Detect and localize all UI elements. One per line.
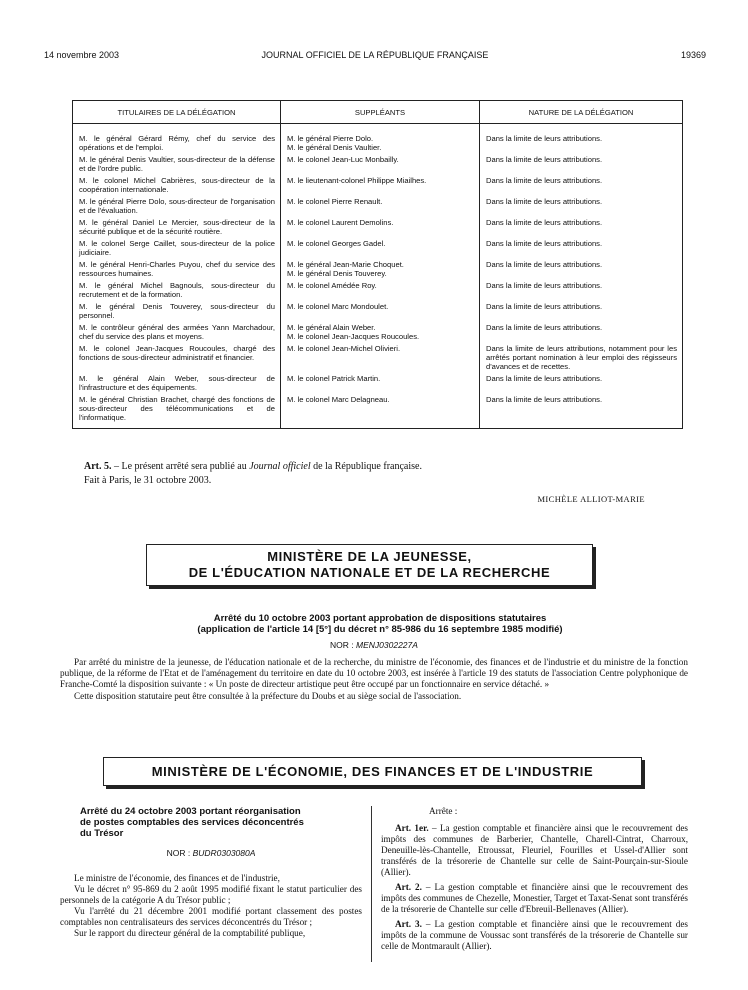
titulaire-cell: M. le colonel Serge Caillet, sous-directeur de la police judiciaire. <box>73 238 281 259</box>
suppleants-cell <box>281 394 480 429</box>
suppleant-name: M. le colonel Jean-Jacques Roucoules. <box>287 332 420 341</box>
visa-paragraph: Vu l'arrêté du 21 décembre 2001 modifié portant classement des postes comptables non centralisateurs des services déconcentrés du Trésor ; <box>60 906 362 927</box>
arrete-1-nor <box>0 640 748 650</box>
article-text: – La gestion comptable et financière ainsi que le recouvrement des impôts de la commune de Voussac sont transférés de la trésorerie de Chantelle sur celle de Montmarault (Allier). <box>381 919 688 951</box>
suppleants-cell <box>281 259 480 280</box>
nature-cell: Dans la limite de leurs attributions. <box>480 124 683 155</box>
titulaire-cell: M. le général Henri-Charles Puyou, chef du service des ressources humaines. <box>73 259 281 280</box>
titulaire-cell: M. le contrôleur général des armées Yann Marchadour, chef du service des plans et moyens. <box>73 322 281 343</box>
suppleant-name: M. le colonel Marc Mondoulet. <box>287 302 389 311</box>
table-row <box>73 373 683 394</box>
page-header <box>44 50 706 64</box>
suppleants-cell <box>281 373 480 394</box>
column-divider <box>371 806 372 962</box>
titulaire-cell: M. le colonel Michel Cabrières, sous-directeur de la coopération internationale. <box>73 175 281 196</box>
nature-cell: Dans la limite de leurs attributions. <box>480 259 683 280</box>
suppleants-cell <box>281 196 480 217</box>
nature-cell: Dans la limite de leurs attributions. <box>480 175 683 196</box>
suppleants-cell <box>281 175 480 196</box>
column-header-nature: NATURE DE LA DÉLÉGATION <box>480 101 683 124</box>
arrete-2-nor <box>60 848 362 859</box>
column-header-suppleants: SUPPLÉANTS <box>281 101 480 124</box>
nor-label: NOR : <box>330 640 357 650</box>
suppleant-name: M. le colonel Amédée Roy. <box>287 281 377 290</box>
titulaire-cell: M. le général Denis Touverey, sous-directeur du personnel. <box>73 301 281 322</box>
visa-paragraph: Le ministre de l'économie, des finances et de l'industrie, <box>74 873 280 883</box>
visa-paragraph: Vu le décret n° 95-869 du 2 août 1995 modifié fixant le statut particulier des personnels de la catégorie A du Trésor public ; <box>60 884 362 905</box>
table-row <box>73 238 683 259</box>
article-5 <box>84 461 422 472</box>
arrete-1-paragraph: Par arrêté du ministre de la jeunesse, de l'éducation nationale et de la recherche, du ministre de l'économie, des finances et de l'industrie et du ministre de la fonction publique, de la réforme de l'Etat et de l'aménagement du territoire en date du 10 octobre 2003, est insérée à l'article 19 des statuts de l'association Centre polyphonique de Franche-Comté la disposition suivante : « Un poste de directeur artistique peut être occupé par un fonctionnaire en service détaché. » <box>60 657 688 689</box>
suppleant-name: M. le général Denis Vaultier. <box>287 143 382 152</box>
titulaire-cell: M. le général Daniel Le Mercier, sous-directeur de la sécurité publique et de la sécurité routière. <box>73 217 281 238</box>
suppleants-cell <box>281 322 480 343</box>
article-paragraph <box>381 919 688 952</box>
arrete-1-paragraph: Cette disposition statutaire peut être consultée à la préfecture du Doubs et au siège social de l'association. <box>74 691 462 701</box>
nature-cell: Dans la limite de leurs attributions. <box>480 196 683 217</box>
article-5-text-after: de la République française. <box>310 461 422 472</box>
arrete-1-title-line-1: Arrêté du 10 octobre 2003 portant approbation de dispositions statutaires <box>213 613 547 624</box>
nature-cell: Dans la limite de leurs attributions. <box>480 154 683 175</box>
suppleant-name: M. le lieutenant-colonel Philippe Miailhes. <box>287 176 427 185</box>
nature-cell: Dans la limite de leurs attributions. <box>480 373 683 394</box>
table-row <box>73 259 683 280</box>
suppleants-cell <box>281 154 480 175</box>
delegation-table-body <box>73 124 683 429</box>
arrete-label: Arrête : <box>429 806 458 816</box>
place-date-line: Fait à Paris, le 31 octobre 2003. <box>84 475 212 486</box>
suppleants-cell <box>281 217 480 238</box>
table-row <box>73 196 683 217</box>
arrete-1-title-line-2: (application de l'article 14 [5°] du décret n° 85-986 du 16 septembre 1985 modifié) <box>197 624 563 635</box>
article-paragraph <box>381 882 688 915</box>
arrete-2-title-line-2: de postes comptables des services déconcentrés <box>80 817 304 828</box>
suppleant-name: M. le colonel Patrick Martin. <box>287 374 381 383</box>
suppleant-name: M. le colonel Laurent Demolins. <box>287 218 394 227</box>
titulaire-cell: M. le général Michel Bagnouls, sous-directeur du recrutement et de la formation. <box>73 280 281 301</box>
suppleant-name: M. le général Denis Touverey. <box>287 269 387 278</box>
arrete-1-title <box>150 613 610 635</box>
delegation-table <box>72 100 683 429</box>
nature-cell: Dans la limite de leurs attributions. <box>480 322 683 343</box>
suppleant-name: M. le colonel Georges Gadel. <box>287 239 386 248</box>
titulaire-cell: M. le général Denis Vaultier, sous-directeur de la défense et de l'ordre public. <box>73 154 281 175</box>
suppleants-cell <box>281 238 480 259</box>
ministry-heading-line-1: MINISTÈRE DE LA JEUNESSE, <box>267 549 472 564</box>
article-label: Art. 2. <box>395 882 422 892</box>
nor-code: MENJ0302227A <box>356 640 418 650</box>
arrete-2-right-column <box>381 806 688 956</box>
visa-paragraph: Sur le rapport du directeur général de la comptabilité publique, <box>74 928 306 938</box>
article-5-journal: Journal officiel <box>249 461 311 472</box>
table-row <box>73 175 683 196</box>
nor-code: BUDR0303080A <box>192 848 256 858</box>
suppleant-name: M. le colonel Marc Delagneau. <box>287 395 390 404</box>
suppleants-cell <box>281 124 480 155</box>
nature-cell: Dans la limite de leurs attributions. <box>480 394 683 429</box>
suppleant-name: M. le colonel Jean-Luc Monbailly. <box>287 155 399 164</box>
suppleant-name: M. le général Jean-Marie Choquet. <box>287 260 404 269</box>
signature: MICHÈLE ALLIOT-MARIE <box>537 494 645 504</box>
suppleants-cell <box>281 301 480 322</box>
table-row <box>73 343 683 373</box>
table-row <box>73 217 683 238</box>
article-text: – La gestion comptable et financière ainsi que le recouvrement des impôts des communes de Barberier, Chantelle, Charell-Cintrat, Charroux, Deneuille-lès-Chantelle, Etroussat, Fleuriel, Fourilles et Ussel-d'Allier sont transférés de la trésorerie de Chantelle sur celle de Saint-Pourçain-sur-Sioule (Allier). <box>381 823 688 877</box>
table-row <box>73 301 683 322</box>
arrete-2-title-line-1: Arrêté du 24 octobre 2003 portant réorganisation <box>80 806 301 817</box>
arrete-2-title-line-3: du Trésor <box>80 828 124 839</box>
arrete-2-left-column <box>60 806 362 939</box>
article-label: Art. 3. <box>395 919 422 929</box>
article-label: Art. 1er. <box>395 823 429 833</box>
suppleants-cell <box>281 280 480 301</box>
table-row <box>73 394 683 429</box>
titulaire-cell: M. le général Alain Weber, sous-directeur de l'infrastructure et des équipements. <box>73 373 281 394</box>
header-journal-title: JOURNAL OFFICIEL DE LA RÉPUBLIQUE FRANÇAISE <box>261 50 489 60</box>
ministry-heading-education <box>146 544 593 586</box>
nature-cell: Dans la limite de leurs attributions. <box>480 217 683 238</box>
header-date: 14 novembre 2003 <box>44 50 120 60</box>
titulaire-cell: M. le général Pierre Dolo, sous-directeur de l'organisation et de l'évaluation. <box>73 196 281 217</box>
article-5-label: Art. 5. <box>84 461 112 472</box>
titulaire-cell: M. le colonel Jean-Jacques Roucoules, chargé des fonctions de sous-directeur administratif et financier. <box>73 343 281 373</box>
column-header-titulaires: TITULAIRES DE LA DÉLÉGATION <box>73 101 281 124</box>
arrete-2-title <box>60 806 362 839</box>
article-text: – La gestion comptable et financière ainsi que le recouvrement des impôts des communes de Chezelle, Monestier, Target et Taxat-Senat sont transférés de la trésorerie de Chantelle sur celle d'Ebreuil-Bellenaves (Allier). <box>381 882 688 914</box>
header-page-number: 19369 <box>680 50 706 60</box>
suppleant-name: M. le général Pierre Dolo. <box>287 134 374 143</box>
titulaire-cell: M. le général Christian Brachet, chargé des fonctions de sous-directeur des télécommunications et de l'informatique. <box>73 394 281 429</box>
suppleant-name: M. le colonel Jean-Michel Olivieri. <box>287 344 401 353</box>
table-row <box>73 280 683 301</box>
nature-cell: Dans la limite de leurs attributions, notamment pour les arrêtés portant nomination à leur emploi des régisseurs d'avances et de recettes. <box>480 343 683 373</box>
ministry-heading-economie: MINISTÈRE DE L'ÉCONOMIE, DES FINANCES ET DE L'INDUSTRIE <box>103 757 642 786</box>
nature-cell: Dans la limite de leurs attributions. <box>480 301 683 322</box>
table-row <box>73 322 683 343</box>
ministry-heading-line-2: DE L'ÉDUCATION NATIONALE ET DE LA RECHERCHE <box>188 565 551 580</box>
article-paragraph <box>381 823 688 878</box>
table-header-row <box>73 101 683 124</box>
nature-cell: Dans la limite de leurs attributions. <box>480 280 683 301</box>
nature-cell: Dans la limite de leurs attributions. <box>480 238 683 259</box>
table-row <box>73 154 683 175</box>
arrete-1-body <box>60 657 688 702</box>
nor-label: NOR : <box>166 848 193 858</box>
article-5-text-before: – Le présent arrêté sera publié au <box>111 461 250 472</box>
titulaire-cell: M. le général Gérard Rémy, chef du service des opérations et de l'emploi. <box>73 124 281 155</box>
suppleants-cell <box>281 343 480 373</box>
table-row <box>73 124 683 155</box>
suppleant-name: M. le général Alain Weber. <box>287 323 376 332</box>
suppleant-name: M. le colonel Pierre Renault. <box>287 197 383 206</box>
